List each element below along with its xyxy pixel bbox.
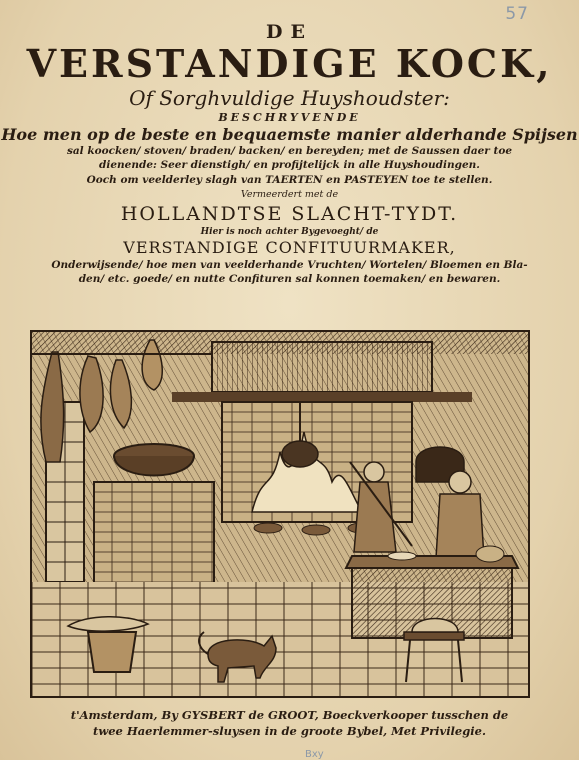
description-line-1: Hoe men op de beste en bequaemste manier alderhande Spijsen [1,125,578,144]
shelf-mark: 57 [505,4,529,24]
describing-label: BESCHRYVENDE [218,111,361,124]
bottom-mark: Bxy [305,749,324,760]
kitchen-engraving [30,330,530,698]
hanging-kettle [282,441,318,467]
fish-tub [88,632,136,672]
description-line-2: sal koocken/ stoven/ braden/ backen/ en bereyden; met de Saussen daer toe [66,145,513,157]
imprint-line-2: twee Haerlemmer-sluysen in de groote Bybel, Met Privilegie. [93,724,486,738]
description-line-3: dienende: Seer dienstigh/ en profijtelijck in alle Huyshoudingen. [99,159,480,171]
augmented-label: Vermeerdert met de [240,189,339,200]
baker-figure [436,494,484,558]
imprint-line-1: t'Amsterdam, By GYSBERT de GROOT, Boeckverkooper tusschen de [70,708,509,722]
title-article: DE [266,21,313,43]
main-title: VERSTANDIGE KOCK, [26,41,553,86]
confectioner-line-2: den/ etc. goede/ en nutte Confituren sal konnen toemaken/ en bewaren. [78,273,501,285]
imprint [0,707,579,739]
mantel [172,392,472,402]
kitchen-engraving-drawing [32,332,528,696]
chimney-hood [212,342,432,392]
title-block [0,22,579,286]
appendix-label: Hier is noch achter Bygevoeght/ de [200,227,379,237]
description-line-4: Ooch om veelderley slagh van TAERTEN en PASTEYEN toe te stellen. [86,174,493,186]
confectioner-line-1: Onderwijsende/ hoe men van veelderhande Vruchten/ Wortelen/ Bloemen en Bla- [51,259,528,271]
subtitle: Of Sorghvuldige Huyshoudster: [129,86,450,110]
section-title-slaughter: HOLLANDTSE SLACHT-TYDT. [120,203,459,225]
section-title-confectioner: VERSTANDIGE CONFITUURMAKER, [123,238,456,257]
